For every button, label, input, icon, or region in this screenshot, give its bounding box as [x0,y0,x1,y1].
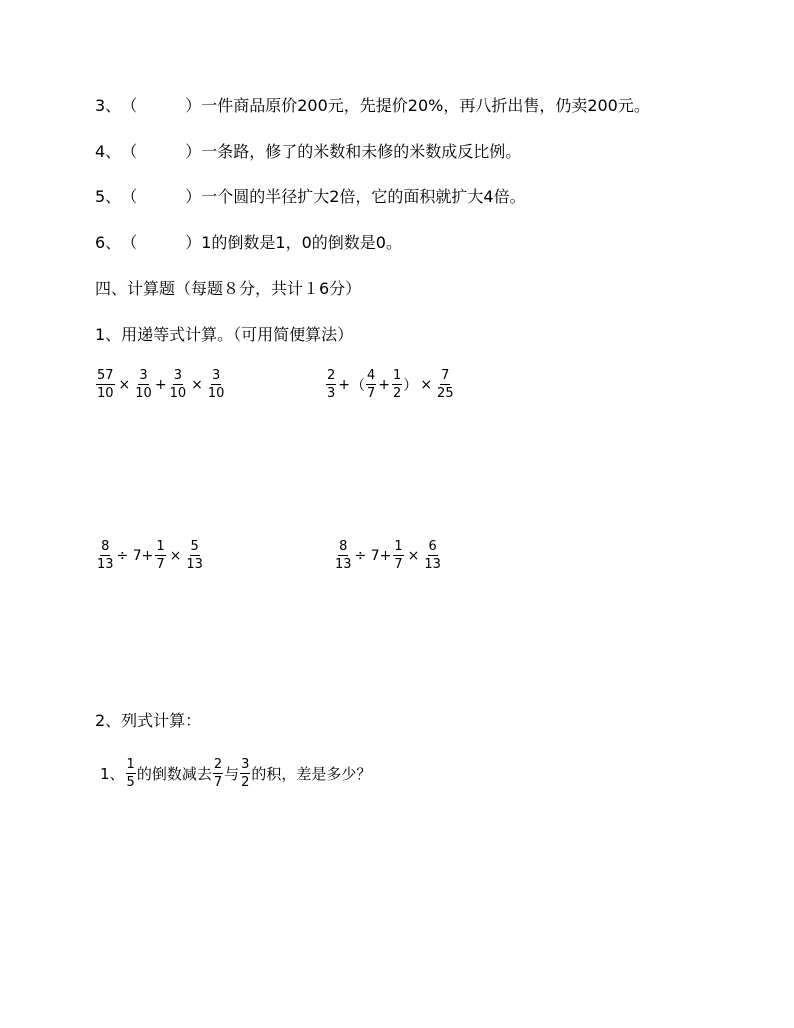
expression-1 [95,368,226,401]
answer-blank[interactable]: （ ） [121,187,202,206]
fraction: $\frac{3}{10}$ [169,368,187,401]
problem-text: 的倒数减去 [136,765,212,783]
fraction: $\frac{8}{13}$ [335,539,352,572]
statement-text: 一件商品原价200元，先提价20%，再八折出售，仍卖200元。 [201,96,650,115]
right-paren: ） [403,377,418,394]
fraction: $\frac{6}{13}$ [424,539,441,572]
operator: × [191,376,203,393]
question-1-title: 1、用递等式计算。（可用简便算法） [95,325,354,344]
fraction: $\frac{1}{5}$ [126,757,135,790]
answer-blank[interactable]: （ ） [121,142,202,161]
operator: × [420,376,433,393]
expression-4 [333,539,443,572]
fraction: $\frac{3}{10}$ [207,368,225,401]
operator: + [378,376,391,393]
fraction: $\frac{2}{7}$ [213,757,223,790]
fraction: $\frac{1}{7}$ [394,539,403,572]
operator: × [169,547,182,564]
left-paren: （ [351,377,366,394]
statement-text: 1的倒数是1，0的倒数是0。 [201,233,402,252]
expression-2 [325,368,456,401]
fraction: $\frac{3}{2}$ [241,757,250,790]
expression-3 [95,539,205,572]
operator: + [154,376,167,393]
fraction: $\frac{57}{10}$ [97,368,114,401]
tf-item-5 [95,187,526,207]
section-heading: 四、计算题（每题８分，共计１6分） [95,279,362,298]
tf-item-6 [95,233,402,253]
statement-text: 一条路，修了的米数和未修的米数成反比例。 [201,142,522,161]
item-number: 5、 [95,187,122,206]
fraction: $\frac{8}{13}$ [97,539,114,572]
fraction: $\frac{1}{7}$ [156,539,165,572]
fraction: $\frac{7}{25}$ [437,368,454,401]
operator: × [118,376,131,393]
question-2-title: 2、列式计算： [95,711,202,730]
problem-text: 与 [224,765,240,783]
operator: ÷ 7+ [354,547,392,564]
answer-blank[interactable]: （ ） [121,96,202,115]
item-number: 3、 [95,96,122,115]
item-number: 4、 [95,142,122,161]
answer-blank[interactable]: （ ） [121,233,202,252]
problem-text: 的积，差是多少？ [251,765,372,783]
operator: + [338,376,351,393]
statement-text: 一个圆的半径扩大2倍，它的面积就扩大4倍。 [201,187,526,206]
operator: ÷ 7+ [116,547,154,564]
fraction: $\frac{3}{10}$ [135,368,152,401]
word-problem-1 [100,757,371,790]
item-number: 6、 [95,233,122,252]
operator: × [407,547,420,564]
fraction: $\frac{4}{7}$ [367,368,376,401]
item-number: 1、 [100,765,125,783]
fraction: $\frac{1}{2}$ [393,368,402,401]
fraction: $\frac{2}{3}$ [327,368,336,401]
tf-item-4 [95,142,521,162]
fraction: $\frac{5}{13}$ [186,539,203,572]
tf-item-3 [95,96,650,116]
